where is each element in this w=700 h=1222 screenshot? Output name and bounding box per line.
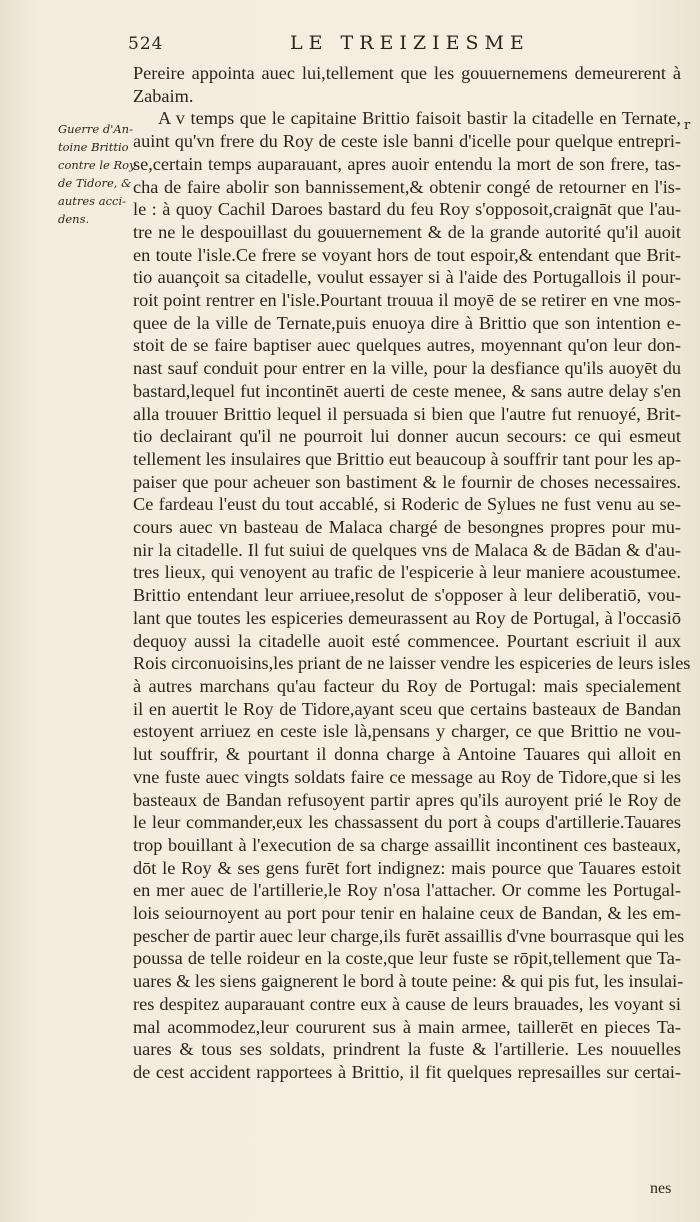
- text-line: pescher de partir auec leur charge,ils furēt assaillis d'vne bourrasque qui les: [133, 925, 685, 946]
- text-line: de cest accident rapportees à Brittio, il fit quelques represailles sur certai-: [133, 1061, 681, 1082]
- text-line: lant que toutes les espiceries demeurassent au Roy de Portugal, à l'occasiō: [133, 607, 681, 628]
- text-line: tre ne le despouillast du gouuernement & de la grande autorité qu'il auoit: [133, 221, 681, 242]
- margin-note-line: de Tidore, &: [58, 176, 132, 190]
- text-line: tio declairant qu'il ne pourroit lui donner aucun secours: ce qui esmeut: [133, 426, 681, 447]
- page-number: 524: [128, 34, 164, 54]
- text-line: lut souffrir, & pourtant il donna charge à Antoine Tauares qui alloit en: [133, 744, 681, 765]
- text-line: en toute l'isle.Ce frere se voyant hors de tout espoir,& entendant que Brit-: [133, 244, 681, 265]
- text-line: Pereire appointa auec lui,tellement que les gouuernemens demeurerent à: [133, 63, 681, 83]
- margin-note-line: contre le Roy: [58, 158, 136, 172]
- text-line: alla trouuer Brittio lequel il persuada si bien que l'autre fut renuoyé, Brit-: [133, 403, 681, 424]
- text-line: A v temps que le capitaine Brittio faisoit bastir la citadelle en Ternate,: [158, 108, 681, 129]
- text-line: uares & tous ses soldats, prindrent la fuste & l'artillerie. Les nouuelles: [133, 1039, 681, 1060]
- text-line: tio auançoit sa citadelle, voulut essayer si à l'aide des Portugallois il pour-: [133, 267, 681, 288]
- text-line: Zabaim.: [133, 85, 194, 106]
- text-line: quee de la ville de Ternate,puis enuoya dire à Brittio que son intention e-: [133, 312, 681, 333]
- text-line: dōt le Roy & ses gens furēt fort indignez: mais pource que Tauares estoit: [133, 857, 681, 878]
- text-line: Rois circonuoisins,les priant de ne laisser vendre les espiceries de leurs isles: [133, 653, 691, 674]
- text-line: Ce fardeau l'eust du tout accablé, si Roderic de Sylues ne fust venu au se-: [133, 494, 681, 515]
- text-line: res despitez auparauant contre eux à cause de leurs brauades, les voyant si: [133, 993, 681, 1014]
- text-line: tres lieux, qui venoyent au trafic de l'espicerie à leur maniere acoustumee.: [133, 562, 681, 583]
- text-line: le : à quoy Cachil Daroes bastard du feu Roy s'opposoit,craignāt que l'au-: [133, 199, 681, 220]
- text-line: il en auertit le Roy de Tidore,ayant sceu que certains basteaux de Bandan: [133, 698, 681, 719]
- edge-mark: r: [684, 118, 691, 133]
- text-line: lois seiournoyent au port pour tenir en halaine ceux de Bandan, & les em-: [133, 903, 681, 924]
- body-text: [133, 62, 691, 1084]
- text-line: le leur commander,eux les chassassent du port à coups d'artillerie.Tauares: [133, 812, 681, 833]
- text-line: bastard,lequel fut incontinēt auerti de ceste menee, & sans autre delay s'en: [133, 380, 681, 401]
- margin-note: [58, 120, 136, 228]
- text-line: tellement les insulaires que Brittio eut beaucoup à souffrir tant pour les ap-: [133, 448, 681, 469]
- text-line: paiser que pour acheuer son bastiment & le fournir de choses necessaires.: [133, 471, 681, 492]
- margin-note-line: Guerre d'An-: [58, 122, 133, 136]
- margin-note-line: dens.: [58, 212, 90, 226]
- text-line: roit point rentrer en l'isle.Pourtant trouua il moyē de se retirer en vne mos-: [133, 290, 681, 311]
- text-line: cours auec vn basteau de Malaca chargé de besongnes propres pour mu-: [133, 517, 681, 538]
- text-line: en mer auec de l'artillerie,le Roy n'osa l'attacher. Or comme les Portugal-: [133, 880, 681, 901]
- text-line: mal acommodez,leur coururent sus à main armee, taillerēt en pieces Ta-: [133, 1016, 681, 1037]
- text-line: trop bouillant à l'execution de sa charge assaillit incontinent ces basteaux,: [133, 834, 681, 855]
- text-line: nast sauf conduit pour entrer en la ville, pour la desfiance qu'ils auoyēt du: [133, 358, 681, 379]
- catchword: nes: [650, 1180, 672, 1197]
- text-line: auint qu'vn frere du Roy de ceste isle banni d'icelle pour quelque entrepri-: [133, 131, 681, 152]
- text-line: se,certain temps auparauant, apres auoir entendu la mort de son frere, tas-: [133, 153, 681, 174]
- margin-note-line: toine Brittio: [58, 140, 129, 154]
- text-line: cha de faire abolir son bannissement,& obtenir congé de retourner en l'is-: [133, 176, 681, 197]
- text-line: nir la citadelle. Il fut suiui de quelques vns de Malaca & de Bādan & d'au-: [133, 539, 681, 560]
- text-line: uares & les siens gaignerent le bord à toute peine: & qui pis fut, les insulai-: [133, 971, 684, 992]
- text-line: basteaux de Bandan refusoyent partir apres qu'ils auroyent prié le Roy de: [133, 789, 681, 810]
- text-line: vne fuste auec vingts soldats faire ce message au Roy de Tidore,que si les: [133, 766, 681, 787]
- text-line: Brittio entendant leur arriuee,resolut de s'opposer à leur deliberatiō, vou-: [133, 585, 681, 606]
- text-line: dequoy aussi la citadelle auoit esté commencee. Pourtant escriuit il aux: [133, 630, 681, 651]
- margin-note-line: autres acci-: [58, 194, 127, 208]
- text-line: stoit de se faire baptiser auec quelques autres, moyennant qu'on leur don-: [133, 335, 681, 356]
- text-line: estoyent arriuez en ceste isle là,pensans y charger, ce que Brittio ne vou-: [133, 721, 681, 742]
- text-line: à autres marchans qu'au facteur du Roy de Portugal: mais specialement: [133, 675, 681, 696]
- running-head: LE TREIZIESME: [290, 32, 530, 54]
- text-line: poussa de telle roideur en la coste,que leur fuste se rōpit,tellement que Ta-: [133, 948, 681, 969]
